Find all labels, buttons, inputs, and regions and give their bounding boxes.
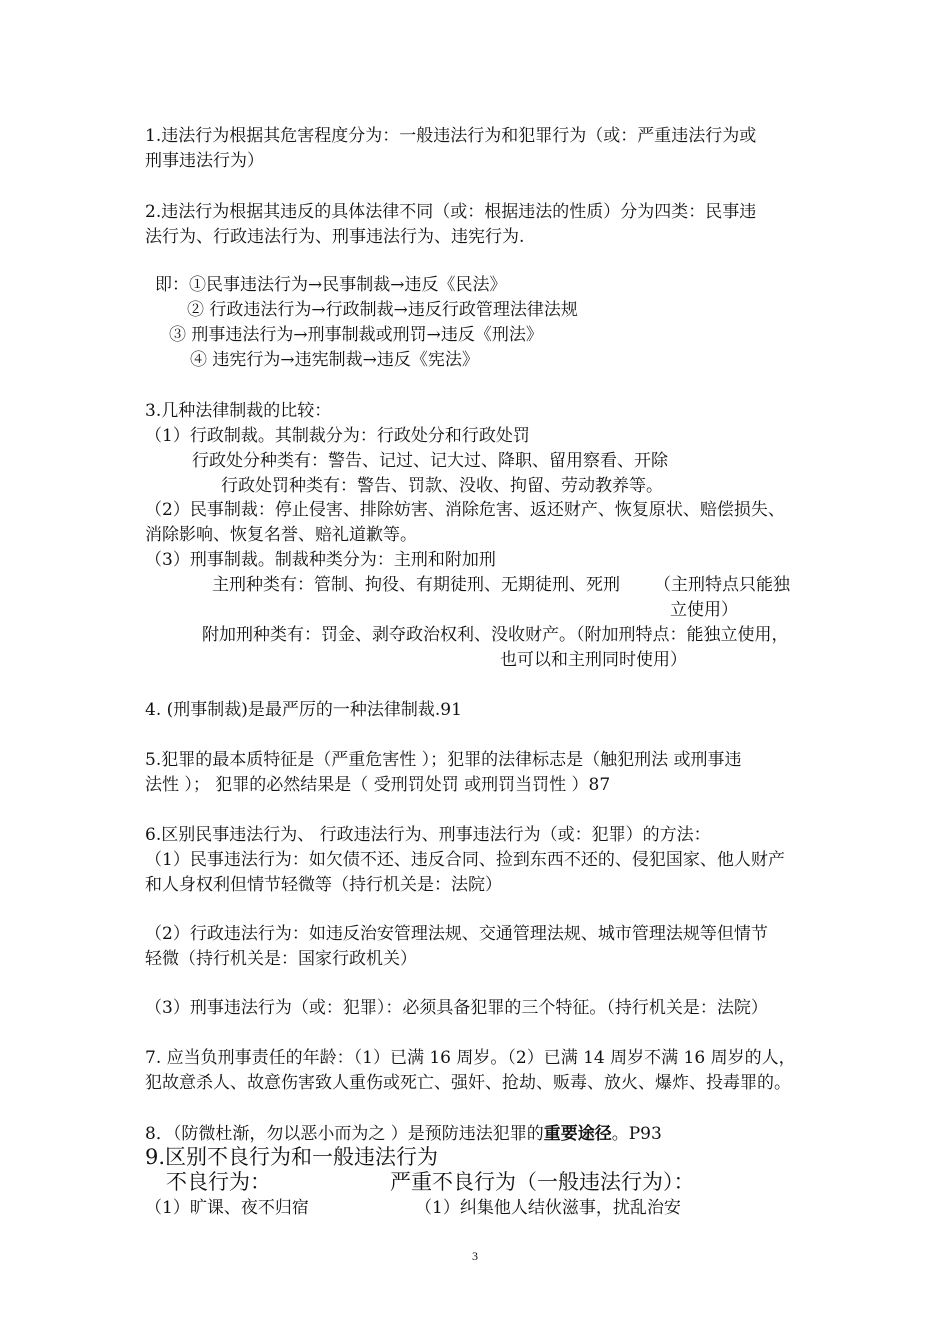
section-6-admin-line-2: 轻微（持行机关是：国家行政机关） <box>145 949 417 969</box>
section-8-text: 8．（防微杜渐，勿以恶小而为之 ）是预防违法犯罪的 <box>145 1124 544 1144</box>
section-3-admin: （1）行政制裁。其制裁分为：行政处分和行政处罚 <box>145 426 530 446</box>
section-3-main-penalty-note-2: 立使用） <box>670 600 738 620</box>
section-3-additional-penalty-note: 也可以和主刑同时使用） <box>500 650 687 670</box>
section-3-main-penalty-note-1: （主刑特点只能独 <box>654 575 790 595</box>
section-5-line-2: 法性 ）； 犯罪的必然结果是（ 受刑罚处罚 或刑罚当罚性 ）87 <box>145 775 611 795</box>
page-number: 3 <box>472 1249 478 1263</box>
section-8 <box>145 1122 662 1146</box>
section-3-title: 3.几种法律制裁的比较： <box>145 401 332 421</box>
section-6-admin-line-1: （2）行政违法行为：如违反治安管理法规、交通管理法规、城市管理法规等但情节 <box>145 924 768 944</box>
section-3-admin-penalty-types: 行政处罚种类有：警告、罚款、没收、拘留、劳动教养等。 <box>221 476 663 496</box>
section-6-criminal: （3）刑事违法行为（或：犯罪）：必须具备犯罪的三个特征。（持行机关是：法院） <box>145 998 768 1018</box>
section-8-page-ref: 。P93 <box>611 1124 662 1144</box>
section-3-civil-line-2: 消除影响、恢复名誉、赔礼道歉等。 <box>145 525 417 545</box>
section-2-line-2: 法行为、行政违法行为、刑事违法行为、违宪行为. <box>145 227 525 247</box>
section-6-title: 6.区别民事违法行为、 行政违法行为、刑事违法行为（或：犯罪）的方法： <box>145 825 711 845</box>
section-2-item-2: ② 行政违法行为→行政制裁→违反行政管理法律法规 <box>187 300 578 320</box>
section-7-line-1: 7. 应当负刑事责任的年龄：（1）已满 16 周岁。（2）已满 14 周岁不满 16 周岁的人， <box>145 1048 796 1068</box>
section-6-civil-line-2: 和人身权利但情节轻微等（持行机关是：法院） <box>145 875 502 895</box>
section-3-admin-sanction-types: 行政处分种类有：警告、记过、记大过、降职、留用察看、开除 <box>192 451 668 471</box>
section-3-civil-line-1: （2）民事制裁：停止侵害、排除妨害、消除危害、返还财产、恢复原状、赔偿损失、 <box>145 500 785 520</box>
section-2-item-1: 即：①民事违法行为→民事制裁→违反《民法》 <box>155 275 507 295</box>
section-1-line-2: 刑事违法行为） <box>145 151 264 171</box>
section-3-main-penalty-types: 主刑种类有：管制、拘役、有期徒刑、无期徒刑、死刑 <box>212 575 620 595</box>
section-9-left-header: 不良行为： <box>166 1170 271 1194</box>
section-3-additional-penalty-types: 附加刑种类有：罚金、剥夺政治权利、没收财产。（附加刑特点：能独立使用， <box>202 625 789 645</box>
section-8-emphasis: 重要途径 <box>543 1124 612 1144</box>
section-5-line-1: 5.犯罪的最本质特征是（严重危害性 ）；犯罪的法律标志是（触犯刑法 或刑事违 <box>145 750 742 770</box>
section-9-left-row-1: （1）旷课、夜不归宿 <box>145 1198 309 1218</box>
section-2-item-4: ④ 违宪行为→违宪制裁→违反《宪法》 <box>190 350 479 370</box>
section-9-right-header: 严重不良行为（一般违法行为）： <box>390 1170 695 1194</box>
section-4: 4. (刑事制裁)是最严厉的一种法律制裁.91 <box>145 700 462 720</box>
section-6-civil-line-1: （1）民事违法行为：如欠债不还、违反合同、捡到东西不还的、侵犯国家、他人财产 <box>145 850 785 870</box>
section-9-right-row-1: （1）纠集他人结伙滋事，扰乱治安 <box>415 1198 681 1218</box>
section-3-criminal: （3）刑事制裁。制裁种类分为：主刑和附加刑 <box>145 550 496 570</box>
section-7-line-2: 犯故意杀人、故意伤害致人重伤或死亡、强奸、抢劫、贩毒、放火、爆炸、投毒罪的。 <box>145 1073 791 1093</box>
section-2-line-1: 2.违法行为根据其违反的具体法律不同（或：根据违法的性质）分为四类：民事违 <box>145 202 757 222</box>
section-1-line-1: 1.违法行为根据其危害程度分为：一般违法行为和犯罪行为（或：严重违法行为或 <box>145 126 757 146</box>
section-9-title: 9.区别不良行为和一般违法行为 <box>145 1145 439 1169</box>
section-2-item-3: ③ 刑事违法行为→刑事制裁或刑罚→违反《刑法》 <box>169 325 543 345</box>
